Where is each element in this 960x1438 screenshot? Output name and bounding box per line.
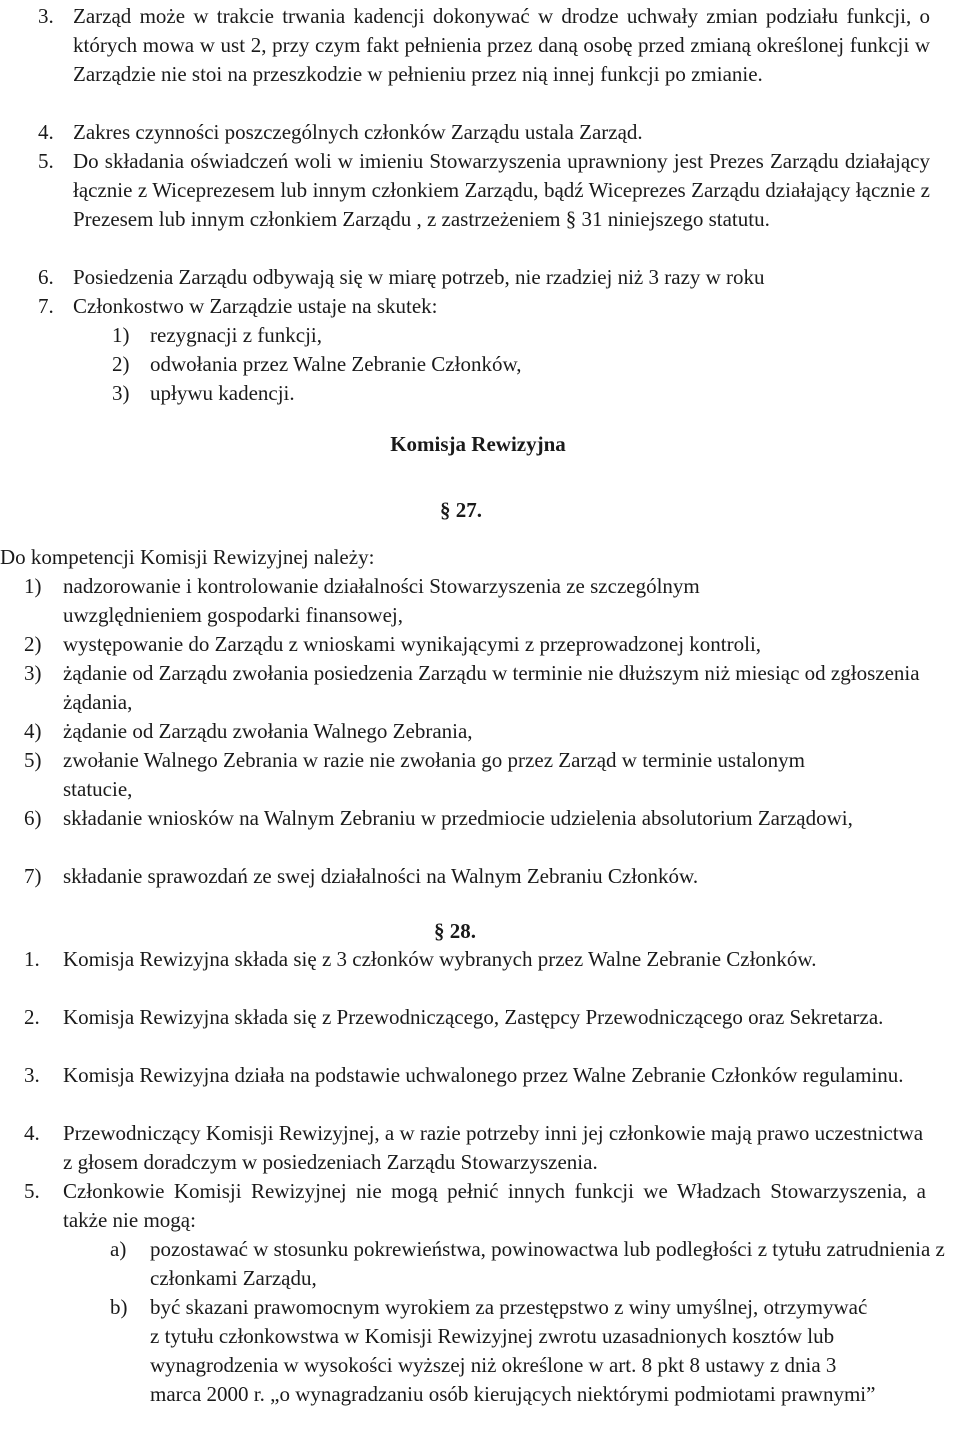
item-text: upływu kadencji. xyxy=(150,381,295,405)
item-number: 5. xyxy=(38,149,54,173)
paragraph-mark: § 28. xyxy=(434,919,476,943)
item-text: Członkowie Komisji Rewizyjnej nie mogą pełnić innych funkcji we Władzach Stowarzyszenia, a także nie mogą: xyxy=(63,1179,926,1232)
list-item xyxy=(0,147,930,263)
item-text: Posiedzenia Zarządu odbywają się w miarę potrzeb, nie rzadziej niż 3 razy w roku xyxy=(73,265,765,289)
item-text: zwołanie Walnego Zebrania w razie nie zwołania go przez Zarząd w terminie ustalonym statucie, xyxy=(63,748,805,801)
item-text: Przewodniczący Komisji Rewizyjnej, a w razie potrzeby inni jej członkowie mają prawo uczestnictwa z głosem doradczym w posiedzeniach Zarządu Stowarzyszenia. xyxy=(63,1121,924,1174)
item-text: Zarząd może w trakcie trwania kadencji dokonywać w drodze uchwały zmian podziału funkcji, o których mowa w ust 2, przy czym fakt pełnienia przez daną osobę przed zmianą określonej funkcji w Zarządzie nie stoi na przeszkodzie w pełnieniu przez nią innej funkcji po zmianie. xyxy=(73,4,930,86)
list-item xyxy=(0,572,945,630)
list-item xyxy=(0,1177,926,1235)
list-item xyxy=(0,945,934,1003)
item-number: 3) xyxy=(24,661,42,685)
item-number: 5. xyxy=(24,1179,40,1203)
sub-list-item xyxy=(0,1293,934,1438)
item-number: 3. xyxy=(38,4,54,28)
list-item xyxy=(0,1119,934,1177)
item-text: pozostawać w stosunku pokrewieństwa, powinowactwa lub podległości z tytułu zatrudnienia z członkami Zarządu, xyxy=(150,1237,945,1290)
item-text: nadzorowanie i kontrolowanie działalności Stowarzyszenia ze szczególnym uwzględnieniem gospodarki finansowej, xyxy=(63,574,700,627)
item-number: 1) xyxy=(112,323,130,347)
list-item xyxy=(0,804,945,862)
item-number: 4. xyxy=(24,1121,40,1145)
item-number: a) xyxy=(110,1237,127,1261)
item-text: żądanie od Zarządu zwołania Walnego Zebrania, xyxy=(63,719,473,743)
item-number: 7) xyxy=(24,864,42,888)
paragraph-28-list xyxy=(0,945,945,1438)
list-item xyxy=(0,717,945,746)
item-number: 1. xyxy=(24,947,40,971)
item-number: 4. xyxy=(38,120,54,144)
item-text: Komisja Rewizyjna działa na podstawie uchwalonego przez Walne Zebranie Członków regulaminu. xyxy=(63,1063,904,1087)
item-number: 2) xyxy=(24,632,42,656)
item-text: rezygnacji z funkcji, xyxy=(150,323,322,347)
paragraph-27-list xyxy=(0,572,945,891)
item-number: 3. xyxy=(24,1063,40,1087)
item-number: 4) xyxy=(24,719,42,743)
item-number: 6) xyxy=(24,806,42,830)
item-text: być skazani prawomocnym wyrokiem za przestępstwo z winy umyślnej, otrzymywać z tytułu członkowstwa w Komisji Rewizyjnej zwrotu uzasadnionych kosztów lub wynagrodzenia w wysokości wyższej niż określone w art. 8 pkt 8 ustawy z dnia 3 marca 2000 r. „o wynagradzaniu osób kierujących niektórymi podmiotami prawnymi” xyxy=(150,1295,876,1406)
item-text: składanie sprawozdań ze swej działalności na Walnym Zebraniu Członków. xyxy=(63,864,699,888)
zarzad-section xyxy=(0,2,930,408)
item-text: Komisja Rewizyjna składa się z Przewodniczącego, Zastępcy Przewodniczącego oraz Sekretarza. xyxy=(63,1005,884,1029)
list-item xyxy=(0,746,945,804)
sub-list-item xyxy=(0,1235,945,1293)
list-item xyxy=(0,1003,934,1061)
sub-list-item xyxy=(0,350,930,379)
sub-list-item xyxy=(0,321,930,350)
item-text: Zakres czynności poszczególnych członków Zarządu ustala Zarząd. xyxy=(73,120,643,144)
item-number: 2. xyxy=(24,1005,40,1029)
paragraph-mark: § 27. xyxy=(440,498,482,522)
item-text: Do składania oświadczeń woli w imieniu Stowarzyszenia uprawniony jest Prezes Zarządu działający łącznie z Wiceprezesem lub innym członkiem Zarządu, bądź Wiceprezes Zarządu działający łącznie z Prezesem lub innym członkiem Zarządu , z zastrzeżeniem § 31 niniejszego statutu. xyxy=(73,149,930,231)
list-item xyxy=(0,118,930,147)
item-number: 5) xyxy=(24,748,42,772)
item-text: Członkostwo w Zarządzie ustaje na skutek: xyxy=(73,294,438,318)
item-number: 7. xyxy=(38,294,54,318)
item-number: 3) xyxy=(112,381,130,405)
item-number: 2) xyxy=(112,352,130,376)
list-item xyxy=(0,659,945,717)
list-item xyxy=(0,292,930,321)
section-heading: Komisja Rewizyjna xyxy=(390,432,566,456)
list-item xyxy=(0,2,930,118)
sub-list-item xyxy=(0,379,930,408)
item-text: Komisja Rewizyjna składa się z 3 członków wybranych przez Walne Zebranie Członków. xyxy=(63,947,817,971)
item-text: odwołania przez Walne Zebranie Członków, xyxy=(150,352,522,376)
list-item xyxy=(0,1061,934,1119)
list-item xyxy=(0,630,945,659)
list-item xyxy=(0,263,930,292)
item-text: żądanie od Zarządu zwołania posiedzenia Zarządu w terminie nie dłuższym niż miesiąc od zgłoszenia żądania, xyxy=(63,661,920,714)
item-number: 6. xyxy=(38,265,54,289)
paragraph-27-intro: Do kompetencji Komisji Rewizyjnej należy: xyxy=(0,545,375,569)
item-number: 1) xyxy=(24,574,42,598)
item-number: b) xyxy=(110,1295,128,1319)
item-text: składanie wniosków na Walnym Zebraniu w przedmiocie udzielenia absolutorium Zarządowi, xyxy=(63,806,853,830)
item-text: występowanie do Zarządu z wnioskami wynikającymi z przeprowadzonej kontroli, xyxy=(63,632,762,656)
list-item xyxy=(0,862,945,891)
